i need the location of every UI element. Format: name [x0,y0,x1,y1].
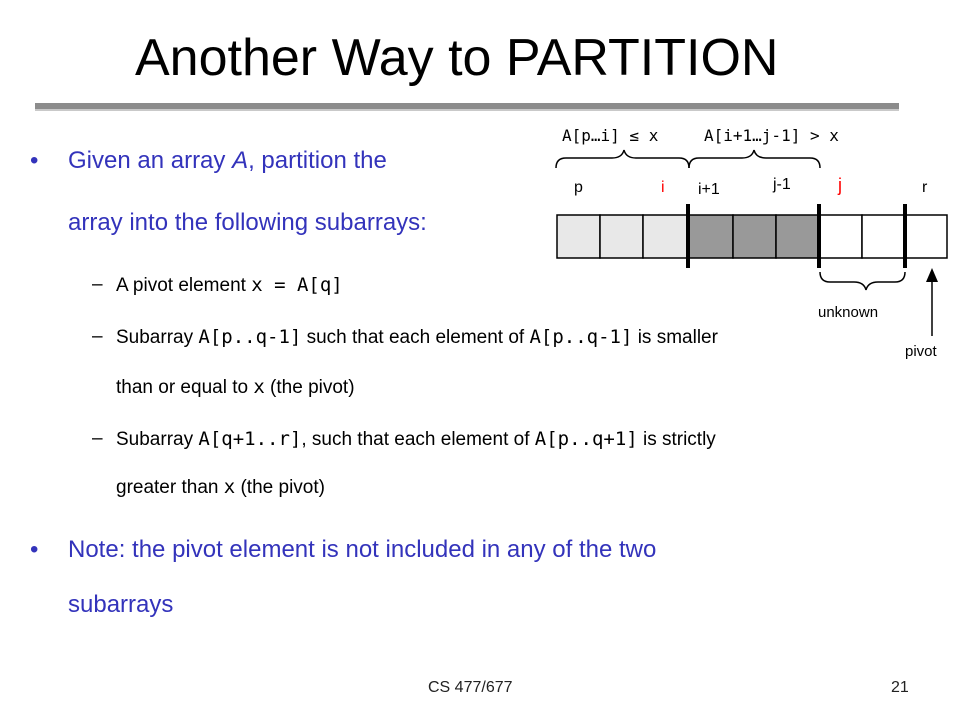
text: (the pivot) [235,477,325,498]
code: A[q+1..r] [198,428,302,450]
cell-white [819,215,862,258]
cell-dark [776,215,819,258]
text: , such that each element of [301,429,535,450]
brace-unknown [820,272,905,290]
cell-light [600,215,643,258]
footer-course: CS 477/677 [428,679,513,696]
text: greater than [116,477,224,498]
text: Given an array [68,147,233,174]
label-right-range: A[i+1…j-1] > x [704,126,839,145]
index-i-plus-1: i+1 [698,181,720,198]
dash-marker: – [92,274,103,295]
code: A[p..q-1] [198,326,302,348]
label-unknown: unknown [818,304,879,321]
text: Subarray [116,429,199,450]
bullet-marker: • [30,147,39,174]
text: such that each element of [301,327,530,348]
pivot-arrow-head [926,268,938,282]
label-pivot: pivot [905,343,937,360]
cell-white [862,215,905,258]
index-j-minus-1: j-1 [773,176,791,193]
dash-marker: – [92,326,103,347]
brace-right-range [689,150,820,168]
array-cells [557,215,947,258]
text: is strictly [637,429,716,450]
index-r: r [922,179,928,196]
code: x = A[q] [251,274,343,296]
bullet-1-line-2: array into the following subarrays: [68,209,427,236]
index-j: j [838,175,842,195]
bullet-marker: • [30,536,39,563]
cell-pivot [905,215,947,258]
page-number: 21 [891,679,909,696]
dash-marker: – [92,428,103,449]
code: x [223,476,236,498]
cell-light [557,215,600,258]
text: (the pivot) [264,377,355,398]
bullet-2-line-2: subarrays [68,591,174,618]
code: x [253,376,265,398]
cell-dark [733,215,776,258]
index-i: i [661,179,665,196]
slide-title: Another Way to PARTITION [135,29,779,87]
label-left-range: A[p…i] ≤ x [562,126,659,145]
array-variable: A [232,147,249,174]
bullet-2-line-1: Note: the pivot element is not included in any of the two [68,536,657,563]
text: , partition the [248,147,387,174]
text: is smaller [632,327,718,348]
cell-light [643,215,688,258]
brace-left-range [556,150,689,168]
index-p: p [574,179,583,196]
text: Subarray [116,327,199,348]
cell-dark [688,215,733,258]
text: than or equal to [116,377,254,398]
text: A pivot element [116,275,252,296]
code: A[p..q-1] [529,326,633,348]
code: A[p..q+1] [534,428,638,450]
